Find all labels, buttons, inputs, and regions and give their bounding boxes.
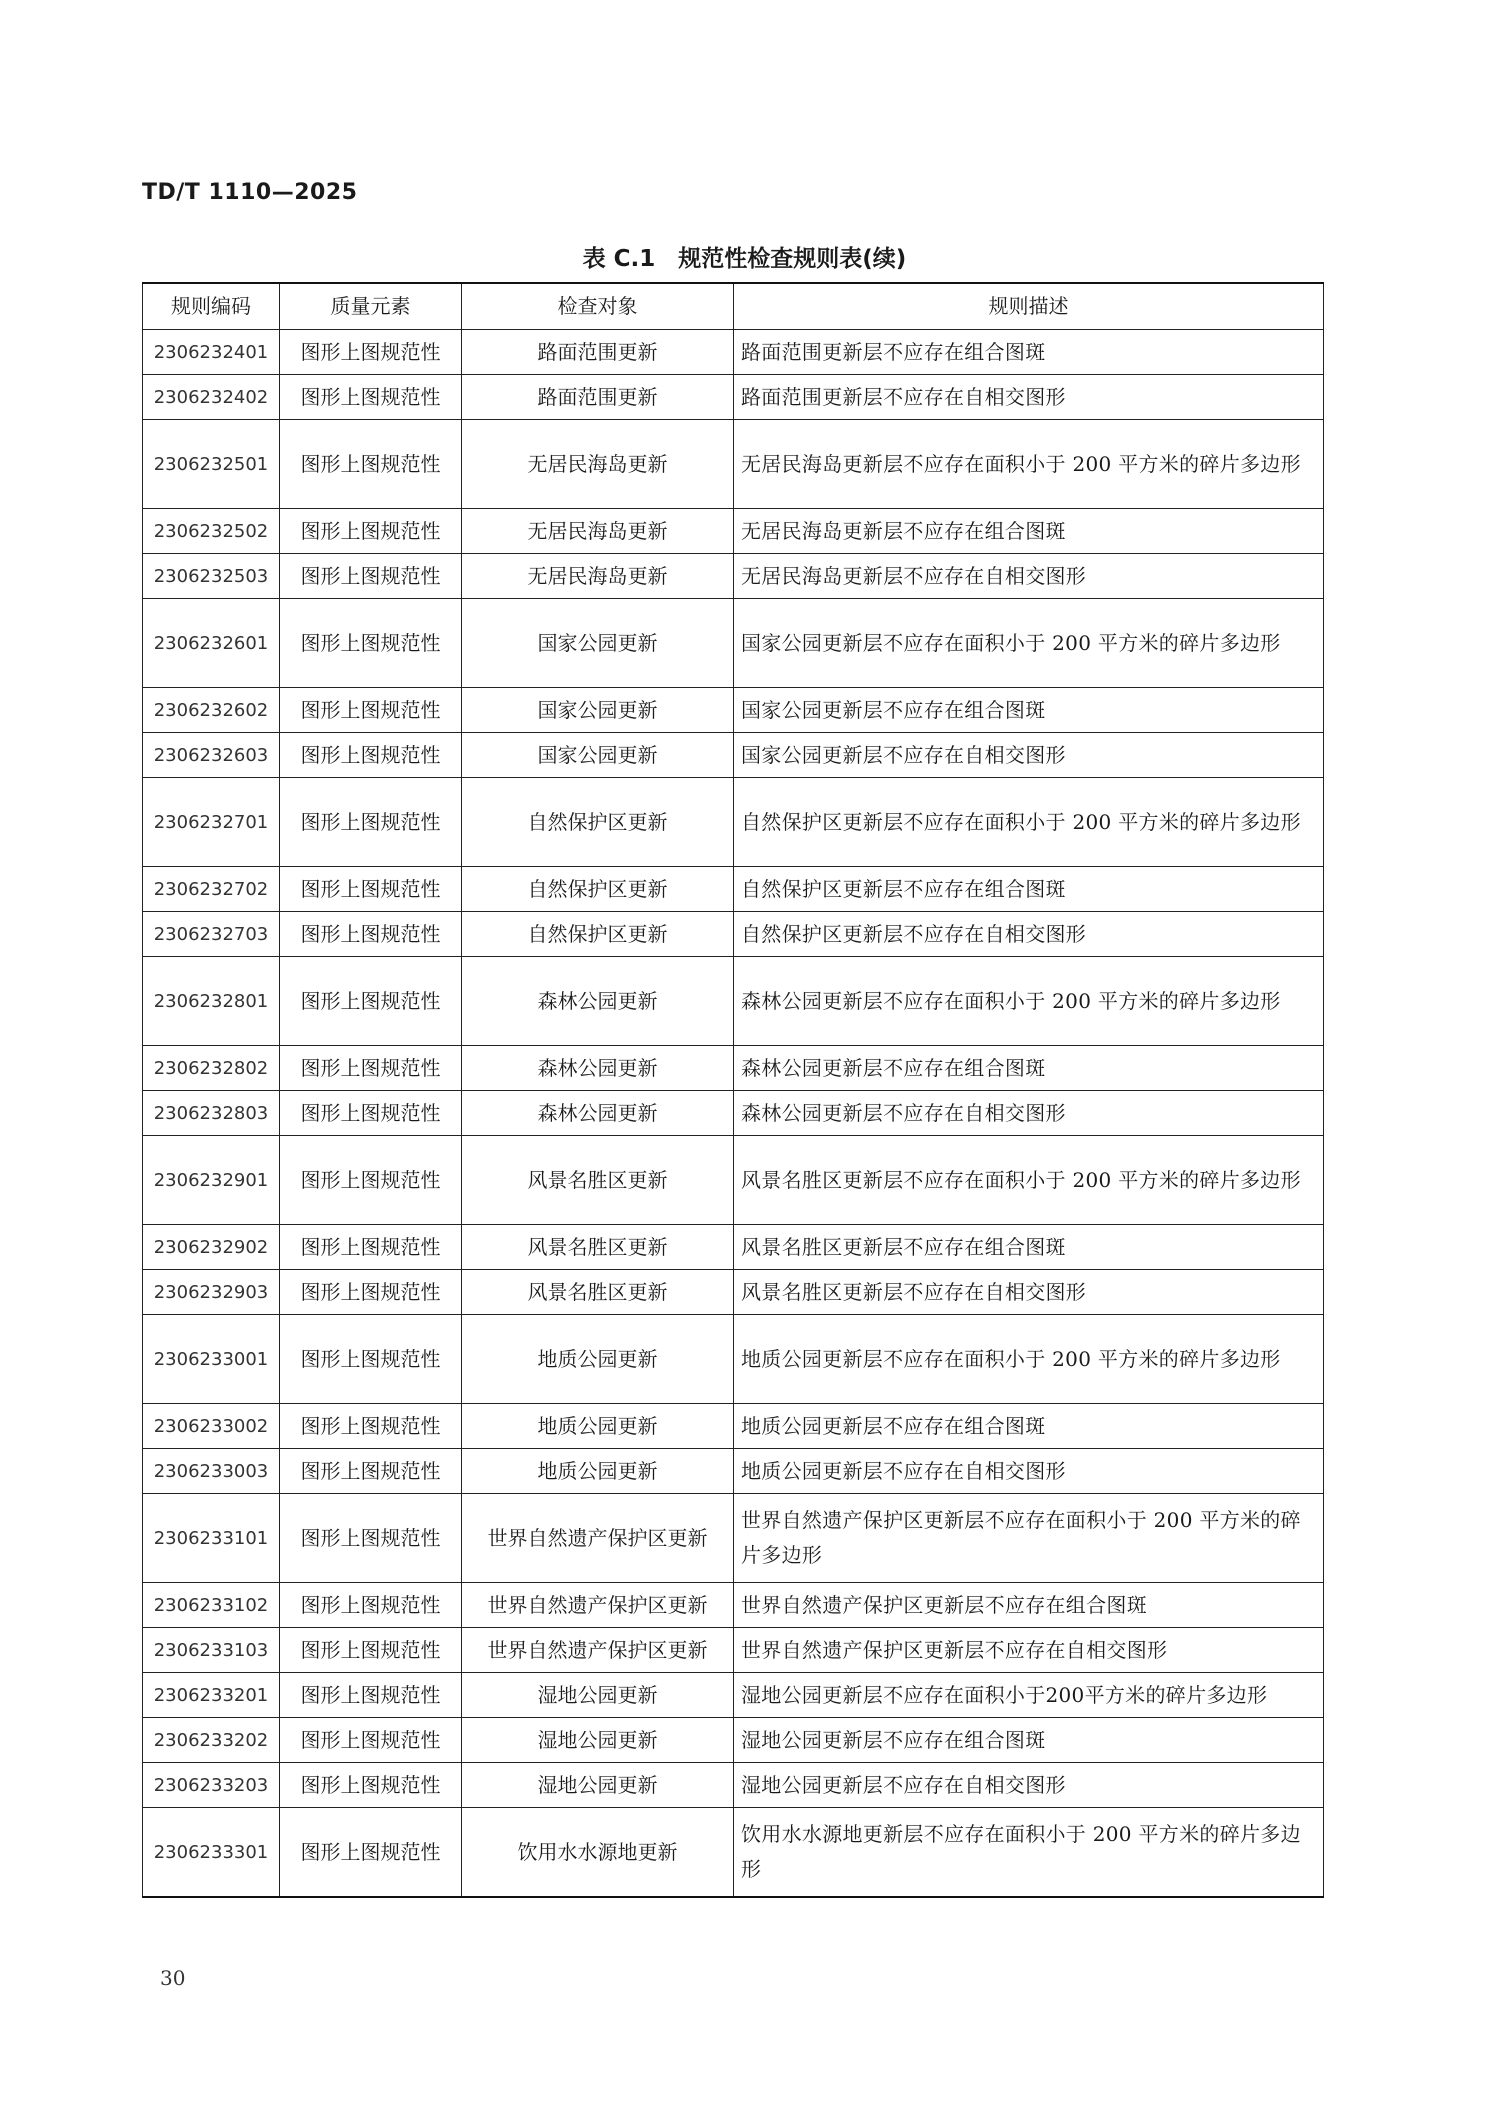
cell-rule-description: 风景名胜区更新层不应存在组合图斑 [734,1225,1324,1270]
cell-rule-description: 湿地公园更新层不应存在面积小于200平方米的碎片多边形 [734,1673,1324,1718]
table-row [143,1136,1324,1225]
cell-rule-code: 2306232602 [143,688,280,733]
cell-quality-element: 图形上图规范性 [280,554,462,599]
cell-rule-description: 自然保护区更新层不应存在自相交图形 [734,912,1324,957]
rules-table [142,282,1324,1898]
cell-rule-description: 湿地公园更新层不应存在组合图斑 [734,1718,1324,1763]
cell-rule-code: 2306233103 [143,1628,280,1673]
cell-rule-description: 地质公园更新层不应存在组合图斑 [734,1404,1324,1449]
cell-check-object: 自然保护区更新 [462,778,734,867]
cell-check-object: 世界自然遗产保护区更新 [462,1583,734,1628]
cell-rule-code: 2306232801 [143,957,280,1046]
table-row [143,1628,1324,1673]
cell-check-object: 国家公园更新 [462,599,734,688]
table-row [143,554,1324,599]
cell-check-object: 世界自然遗产保护区更新 [462,1628,734,1673]
cell-quality-element: 图形上图规范性 [280,330,462,375]
cell-rule-description: 无居民海岛更新层不应存在自相交图形 [734,554,1324,599]
cell-rule-description: 森林公园更新层不应存在自相交图形 [734,1091,1324,1136]
cell-quality-element: 图形上图规范性 [280,778,462,867]
cell-quality-element: 图形上图规范性 [280,1315,462,1404]
cell-rule-code: 2306232503 [143,554,280,599]
cell-rule-description: 国家公园更新层不应存在组合图斑 [734,688,1324,733]
cell-check-object: 国家公园更新 [462,733,734,778]
cell-rule-description: 风景名胜区更新层不应存在自相交图形 [734,1270,1324,1315]
cell-quality-element: 图形上图规范性 [280,599,462,688]
cell-rule-code: 2306232401 [143,330,280,375]
cell-rule-code: 2306232901 [143,1136,280,1225]
cell-quality-element: 图形上图规范性 [280,912,462,957]
cell-rule-description: 世界自然遗产保护区更新层不应存在组合图斑 [734,1583,1324,1628]
cell-check-object: 自然保护区更新 [462,912,734,957]
document-code: TD/T 1110—2025 [142,180,358,205]
cell-check-object: 森林公园更新 [462,957,734,1046]
cell-rule-description: 无居民海岛更新层不应存在面积小于 200 平方米的碎片多边形 [734,420,1324,509]
table-row [143,1583,1324,1628]
cell-rule-description: 湿地公园更新层不应存在自相交图形 [734,1763,1324,1808]
cell-rule-description: 无居民海岛更新层不应存在组合图斑 [734,509,1324,554]
table-row [143,420,1324,509]
table-row [143,688,1324,733]
cell-check-object: 路面范围更新 [462,330,734,375]
header-rule-code: 规则编码 [143,283,280,330]
cell-rule-description: 饮用水水源地更新层不应存在面积小于 200 平方米的碎片多边形 [734,1808,1324,1898]
cell-check-object: 无居民海岛更新 [462,509,734,554]
cell-rule-code: 2306232601 [143,599,280,688]
cell-quality-element: 图形上图规范性 [280,1494,462,1583]
cell-quality-element: 图形上图规范性 [280,1225,462,1270]
cell-check-object: 森林公园更新 [462,1046,734,1091]
cell-quality-element: 图形上图规范性 [280,1673,462,1718]
cell-rule-description: 国家公园更新层不应存在面积小于 200 平方米的碎片多边形 [734,599,1324,688]
cell-check-object: 无居民海岛更新 [462,420,734,509]
table-row [143,1808,1324,1898]
cell-quality-element: 图形上图规范性 [280,1628,462,1673]
table-row [143,599,1324,688]
cell-quality-element: 图形上图规范性 [280,1808,462,1898]
cell-quality-element: 图形上图规范性 [280,733,462,778]
cell-rule-description: 路面范围更新层不应存在组合图斑 [734,330,1324,375]
cell-rule-code: 2306233002 [143,1404,280,1449]
cell-rule-description: 森林公园更新层不应存在组合图斑 [734,1046,1324,1091]
table-row [143,957,1324,1046]
cell-quality-element: 图形上图规范性 [280,375,462,420]
table-row [143,375,1324,420]
table-row [143,1046,1324,1091]
cell-rule-code: 2306232701 [143,778,280,867]
cell-check-object: 湿地公园更新 [462,1763,734,1808]
cell-rule-description: 世界自然遗产保护区更新层不应存在面积小于 200 平方米的碎片多边形 [734,1494,1324,1583]
cell-quality-element: 图形上图规范性 [280,1763,462,1808]
cell-rule-code: 2306233101 [143,1494,280,1583]
table-title: 表 C.1 规范性检查规则表(续) [582,246,907,272]
cell-rule-description: 路面范围更新层不应存在自相交图形 [734,375,1324,420]
cell-quality-element: 图形上图规范性 [280,1136,462,1225]
table-row [143,1449,1324,1494]
cell-check-object: 饮用水水源地更新 [462,1808,734,1898]
cell-check-object: 风景名胜区更新 [462,1136,734,1225]
cell-check-object: 路面范围更新 [462,375,734,420]
cell-rule-code: 2306232902 [143,1225,280,1270]
cell-quality-element: 图形上图规范性 [280,867,462,912]
cell-check-object: 自然保护区更新 [462,867,734,912]
cell-check-object: 湿地公园更新 [462,1718,734,1763]
cell-rule-code: 2306232903 [143,1270,280,1315]
cell-rule-code: 2306233301 [143,1808,280,1898]
cell-check-object: 森林公园更新 [462,1091,734,1136]
cell-rule-code: 2306232803 [143,1091,280,1136]
table-row [143,1270,1324,1315]
cell-check-object: 地质公园更新 [462,1315,734,1404]
table-row [143,867,1324,912]
table-row [143,912,1324,957]
cell-rule-code: 2306233202 [143,1718,280,1763]
cell-check-object: 湿地公园更新 [462,1673,734,1718]
cell-quality-element: 图形上图规范性 [280,688,462,733]
cell-quality-element: 图形上图规范性 [280,1091,462,1136]
cell-rule-description: 森林公园更新层不应存在面积小于 200 平方米的碎片多边形 [734,957,1324,1046]
table-row [143,1763,1324,1808]
table-row [143,1404,1324,1449]
table-row [143,330,1324,375]
cell-check-object: 风景名胜区更新 [462,1270,734,1315]
cell-quality-element: 图形上图规范性 [280,957,462,1046]
cell-quality-element: 图形上图规范性 [280,1046,462,1091]
cell-check-object: 地质公园更新 [462,1404,734,1449]
rules-table-container [142,282,1323,1898]
cell-rule-code: 2306233102 [143,1583,280,1628]
table-row [143,778,1324,867]
cell-quality-element: 图形上图规范性 [280,1449,462,1494]
cell-quality-element: 图形上图规范性 [280,1270,462,1315]
cell-rule-code: 2306232703 [143,912,280,957]
header-rule-description: 规则描述 [734,283,1324,330]
table-header [143,283,1324,330]
cell-rule-code: 2306232802 [143,1046,280,1091]
cell-rule-description: 自然保护区更新层不应存在组合图斑 [734,867,1324,912]
table-row [143,509,1324,554]
table-row [143,1718,1324,1763]
header-quality-element: 质量元素 [280,283,462,330]
cell-check-object: 世界自然遗产保护区更新 [462,1494,734,1583]
cell-rule-description: 国家公园更新层不应存在自相交图形 [734,733,1324,778]
cell-rule-code: 2306232501 [143,420,280,509]
cell-rule-code: 2306233203 [143,1763,280,1808]
header-check-object: 检查对象 [462,283,734,330]
cell-rule-code: 2306233001 [143,1315,280,1404]
cell-check-object: 风景名胜区更新 [462,1225,734,1270]
table-row [143,1315,1324,1404]
cell-quality-element: 图形上图规范性 [280,1404,462,1449]
cell-rule-code: 2306232603 [143,733,280,778]
cell-rule-description: 风景名胜区更新层不应存在面积小于 200 平方米的碎片多边形 [734,1136,1324,1225]
table-row [143,733,1324,778]
cell-rule-code: 2306233201 [143,1673,280,1718]
cell-rule-description: 世界自然遗产保护区更新层不应存在自相交图形 [734,1628,1324,1673]
table-row [143,1494,1324,1583]
cell-quality-element: 图形上图规范性 [280,1718,462,1763]
cell-check-object: 国家公园更新 [462,688,734,733]
table-row [143,1225,1324,1270]
cell-rule-code: 2306232502 [143,509,280,554]
cell-check-object: 无居民海岛更新 [462,554,734,599]
cell-rule-code: 2306232402 [143,375,280,420]
page-number: 30 [160,1966,186,1990]
cell-quality-element: 图形上图规范性 [280,509,462,554]
cell-rule-description: 自然保护区更新层不应存在面积小于 200 平方米的碎片多边形 [734,778,1324,867]
table-row [143,1091,1324,1136]
cell-rule-description: 地质公园更新层不应存在面积小于 200 平方米的碎片多边形 [734,1315,1324,1404]
cell-quality-element: 图形上图规范性 [280,420,462,509]
cell-quality-element: 图形上图规范性 [280,1583,462,1628]
cell-rule-code: 2306232702 [143,867,280,912]
table-row [143,1673,1324,1718]
cell-rule-code: 2306233003 [143,1449,280,1494]
cell-check-object: 地质公园更新 [462,1449,734,1494]
cell-rule-description: 地质公园更新层不应存在自相交图形 [734,1449,1324,1494]
table-body [143,330,1324,1898]
